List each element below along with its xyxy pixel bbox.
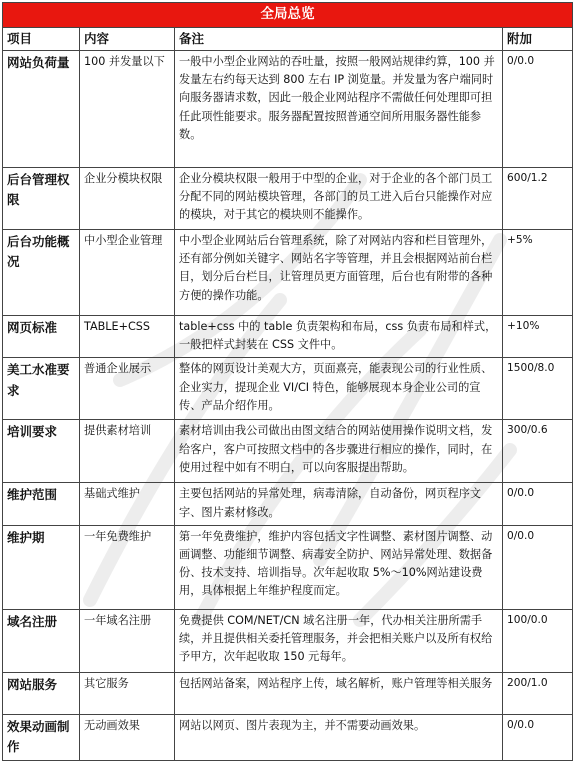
cell-extra: 100/0.0 [503, 609, 573, 672]
cell-remark: 包括网站备案，网站程序上传，域名解析，账户管理等相关服务 [175, 672, 503, 714]
cell-item: 后台功能概况 [3, 230, 80, 316]
cell-remark: 中小型企业网站后台管理系统，除了对网站内容和栏目管理外，还有部分例如关键字、网站名字等管理，并且会根据网站前台栏目，划分后台栏目，让管理员更方面管理，后台也有附带的各种方便的操作功能。 [175, 230, 503, 316]
table-row [3, 51, 573, 168]
cell-remark: 素材培训由我公司做出由图文结合的网站使用操作说明文档，发给客户，客户可按照文档中的各步骤进行相应的操作，同时，在使用过程中如有不明白，可以向客服提出帮助。 [175, 420, 503, 483]
cell-content: 100 并发量以下 [80, 51, 175, 168]
cell-item: 培训要求 [3, 420, 80, 483]
table-row [3, 316, 573, 358]
cell-remark: 主要包括网站的异常处理，病毒清除，自动备份，网页程序文字、图片素材修改。 [175, 483, 503, 525]
header-extra: 附加 [503, 27, 573, 50]
table-body [3, 51, 573, 761]
cell-content: 无动画效果 [80, 714, 175, 761]
cell-extra: +10% [503, 316, 573, 358]
table-title: 全局总览 [3, 3, 573, 28]
cell-item: 域名注册 [3, 609, 80, 672]
cell-remark: 整体的网页设计美观大方，页面熹亮，能表现公司的行业性质、企业实力，提现企业 VI/CI 特色，能够展现本身企业公司的宣传、产品介绍作用。 [175, 358, 503, 420]
cell-extra: 0/0.0 [503, 483, 573, 525]
cell-remark: 网站以网页、图片表现为主，并不需要动画效果。 [175, 714, 503, 761]
cell-item: 网页标准 [3, 316, 80, 358]
cell-item: 维护范围 [3, 483, 80, 525]
cell-remark: 一般中小型企业网站的吞吐量，按照一般网站规律约算，100 并发量左右约每天达到 800 左右 IP 浏览量。并发量为客户端同时向服务器请求数，因此一般企业网站程序不需做任何处理即可担任此项性能要求。服务器配置按照普通空间所用服务器性能参数。 [175, 51, 503, 168]
cell-extra: +5% [503, 230, 573, 316]
table-row [3, 168, 573, 230]
table-row [3, 672, 573, 714]
table-row [3, 420, 573, 483]
cell-content: 中小型企业管理 [80, 230, 175, 316]
cell-item: 效果动画制作 [3, 714, 80, 761]
cell-content: 提供素材培训 [80, 420, 175, 483]
table-row [3, 358, 573, 420]
cell-extra: 1500/8.0 [503, 358, 573, 420]
cell-content: 企业分模块权限 [80, 168, 175, 230]
cell-content: 一年域名注册 [80, 609, 175, 672]
table-row [3, 483, 573, 525]
cell-content: 其它服务 [80, 672, 175, 714]
table-header-row [3, 27, 573, 50]
cell-content: 基础式维护 [80, 483, 175, 525]
header-content: 内容 [80, 27, 175, 50]
table-row [3, 230, 573, 316]
cell-extra: 200/1.0 [503, 672, 573, 714]
table-row [3, 525, 573, 609]
cell-item: 后台管理权限 [3, 168, 80, 230]
cell-extra: 0/0.0 [503, 714, 573, 761]
overview-table [2, 2, 573, 761]
table-row [3, 714, 573, 761]
cell-content: 一年免费维护 [80, 525, 175, 609]
cell-content: 普通企业展示 [80, 358, 175, 420]
cell-extra: 300/0.6 [503, 420, 573, 483]
cell-item: 美工水准要求 [3, 358, 80, 420]
table-title-row [3, 3, 573, 28]
cell-extra: 0/0.0 [503, 525, 573, 609]
cell-extra: 600/1.2 [503, 168, 573, 230]
cell-item: 网站负荷量 [3, 51, 80, 168]
header-item: 项目 [3, 27, 80, 50]
cell-extra: 0/0.0 [503, 51, 573, 168]
cell-remark: 第一年免费维护，维护内容包括文字性调整、素材图片调整、动画调整、功能细节调整、病毒安全防护、网站异常处理、数据备份、技术支持、培训指导。次年起收取 5%～10%网站建设费用，具体根据上年维护程度而定。 [175, 525, 503, 609]
cell-item: 网站服务 [3, 672, 80, 714]
table-row [3, 609, 573, 672]
cell-remark: table+css 中的 table 负责架构和布局，css 负责布局和样式，一般把样式封装在 CSS 文件中。 [175, 316, 503, 358]
cell-remark: 企业分模块权限一般用于中型的企业，对于企业的各个部门员工分配不同的网站模块管理，各部门的员工进入后台只能操作对应的模块，对于其它的模块则不能操作。 [175, 168, 503, 230]
header-remark: 备注 [175, 27, 503, 50]
cell-item: 维护期 [3, 525, 80, 609]
cell-remark: 免费提供 COM/NET/CN 域名注册一年，代办相关注册所需手续，并且提供相关委托管理服务，并会把相关账户以及所有权给予甲方，次年起收取 150 元每年。 [175, 609, 503, 672]
cell-content: TABLE+CSS [80, 316, 175, 358]
